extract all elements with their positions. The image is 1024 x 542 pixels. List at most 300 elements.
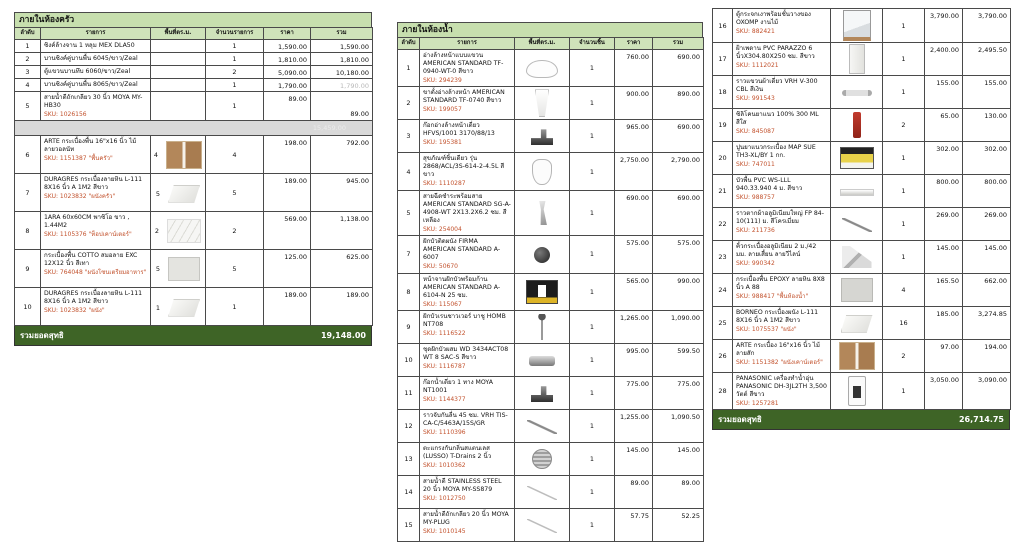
quantity-value: 1 (570, 49, 615, 86)
item-name: คิ้วกระเบื้องอลูมิเนียม 2 ม./42 มม. ลายเสี้ยน ลายวีไลน์ (736, 243, 817, 258)
total-value: 1,810.00 (311, 52, 373, 65)
item-name: 1ARA 60x60CM พาซิโอ ขาว , 1.44M2 (44, 214, 130, 230)
item-cell (733, 241, 831, 274)
product-thumbnail (840, 189, 874, 196)
product-thumbnail (849, 44, 865, 74)
quantity-value: 1 (570, 311, 615, 344)
row-number: 22 (713, 208, 733, 241)
row-number: 25 (713, 307, 733, 340)
table-row (398, 476, 704, 509)
table-row (398, 87, 704, 120)
price-value: 5,090.00 (264, 65, 311, 78)
table-row (15, 91, 373, 121)
bathroom-continuation-table (712, 8, 1011, 410)
item-cell (41, 250, 151, 288)
total-value: 89.00 (311, 91, 373, 121)
price-value: 65.00 (925, 109, 963, 142)
area-value: 1 (155, 303, 161, 312)
item-cell (733, 373, 831, 410)
row-number: 8 (15, 212, 41, 250)
quantity-value: 1 (883, 9, 925, 43)
subtotal-value: 15,459.00 (15, 121, 373, 136)
table-row (398, 311, 704, 344)
item-name: บานซิงค์คู่บานพื้น 6045/ขาว/Zeal (44, 54, 138, 62)
item-name: หน้าจานฝักบัวพร้อมก้าน AMERICAN STANDARD A-6104-N 25 ซม. (423, 275, 501, 299)
item-name: สายน้ำดี STAINLESS STEEL 20 นิ้ว MOYA MY-SS879 (423, 478, 502, 494)
column-header: รวม (311, 28, 373, 40)
item-cell (733, 340, 831, 373)
item-cell (733, 43, 831, 76)
thumbnail-cell (515, 311, 570, 344)
total-value: 194.00 (963, 340, 1011, 373)
quantity-value: 1 (883, 208, 925, 241)
price-value: 269.00 (925, 208, 963, 241)
item-cell (41, 212, 151, 250)
row-number: 4 (15, 78, 41, 91)
product-thumbnail (535, 201, 549, 225)
quantity-value: 1 (570, 410, 615, 443)
quantity-value: 2 (206, 212, 264, 250)
row-number: 11 (398, 377, 420, 410)
total-value: 189.00 (311, 288, 373, 326)
product-thumbnail (853, 112, 861, 138)
kitchen-header-row (15, 28, 373, 40)
item-sku: SKU: 1151387 "พื้นครัว" (44, 155, 113, 163)
item-sku: SKU: 1110287 (423, 180, 466, 188)
price-value: 690.00 (615, 190, 653, 235)
area-value: 5 (155, 264, 161, 273)
row-number: 15 (398, 509, 420, 542)
table-row (15, 39, 373, 52)
price-value: 2,400.00 (925, 43, 963, 76)
product-thumbnail (532, 159, 552, 185)
total-value: 690.00 (653, 190, 704, 235)
price-value: 1,265.00 (615, 311, 653, 344)
row-number: 14 (398, 476, 420, 509)
row-number: 16 (713, 9, 733, 43)
table-row (713, 307, 1011, 340)
item-sku: SKU: 1116522 (423, 330, 466, 338)
total-value: 155.00 (963, 76, 1011, 109)
column-header: รวม (653, 38, 704, 50)
row-number: 9 (15, 250, 41, 288)
row-number: 5 (15, 91, 41, 121)
item-name: DURAGRES กระเบื้องลายหิน L-111 8X16 นิ้ว A 1M2 สีขาว (44, 176, 143, 192)
table-row (398, 509, 704, 542)
quantity-value: 1 (570, 120, 615, 153)
row-number: 28 (713, 373, 733, 410)
price-value: 185.00 (925, 307, 963, 340)
row-number: 3 (15, 65, 41, 78)
bathroom-section-title: ภายในห้องน้ำ (397, 22, 703, 37)
price-value: 2,750.00 (615, 153, 653, 190)
total-value: 1,790.00 (311, 78, 373, 91)
item-name: สุขภัณฑ์ชิ้นเดียว รุ่น 2868/ACL/3S-614-2-4.5L สีขาว (423, 155, 505, 179)
row-number: 6 (15, 136, 41, 174)
thumbnail-cell (831, 307, 883, 340)
area-value: 2 (154, 226, 160, 235)
price-value: 965.00 (615, 120, 653, 153)
quantity-value: 1 (206, 91, 264, 121)
table-row (15, 288, 373, 326)
row-number: 3 (398, 120, 420, 153)
item-sku: SKU: 199057 (423, 106, 462, 114)
product-thumbnail (839, 342, 875, 370)
item-name: ฝักบัวติดผนัง FIRMA AMERICAN STANDARD A-6007 (423, 238, 501, 262)
total-value: 599.50 (653, 344, 704, 377)
table-row (713, 9, 1011, 43)
quantity-value: 1 (570, 87, 615, 120)
total-value: 575.00 (653, 236, 704, 273)
price-value: 3,790.00 (925, 9, 963, 43)
item-sku: SKU: 1075537 "ผนัง" (736, 325, 797, 333)
price-value: 995.00 (615, 344, 653, 377)
table-row (398, 49, 704, 86)
row-number: 23 (713, 241, 733, 274)
product-thumbnail (526, 60, 558, 78)
column-header: รายการ (41, 28, 151, 40)
row-number: 12 (398, 410, 420, 443)
table-row (713, 76, 1011, 109)
product-thumbnail (167, 219, 201, 243)
item-sku: SKU: 294239 (423, 76, 462, 84)
price-value: 775.00 (615, 377, 653, 410)
total-value: 1,590.00 (311, 39, 373, 52)
thumbnail-cell (831, 175, 883, 208)
item-sku: SKU: 988757 (736, 193, 775, 201)
price-value: 125.00 (264, 250, 311, 288)
column-header: ราคา (615, 38, 653, 50)
thumbnail-cell (515, 49, 570, 86)
price-value: 800.00 (925, 175, 963, 208)
item-name: ตู้กระจกเงาพร้อมชั้นวางของ OXOMP งานไม้ (736, 11, 811, 26)
item-name: กระเบื้องพื้น COTTO สมอลาย EXC 12X12 นิ้ว สีเทา (44, 252, 138, 268)
total-value: 625.00 (311, 250, 373, 288)
thumbnail-cell (151, 39, 206, 52)
row-number: 7 (15, 174, 41, 212)
thumbnail-cell (831, 76, 883, 109)
kitchen-section-title: ภายในห้องครัว (14, 12, 372, 27)
price-value: 565.00 (615, 273, 653, 310)
thumbnail-cell (515, 87, 570, 120)
row-number: 26 (713, 340, 733, 373)
quantity-value: 1 (206, 288, 264, 326)
thumbnail-cell (515, 120, 570, 153)
total-value: 52.25 (653, 509, 704, 542)
price-value: 900.00 (615, 87, 653, 120)
total-value: 890.00 (653, 87, 704, 120)
thumbnail-cell (515, 476, 570, 509)
table-row (15, 212, 373, 250)
total-value: 145.00 (653, 443, 704, 476)
item-sku: SKU: 1116787 (423, 363, 466, 371)
quantity-value: 1 (206, 39, 264, 52)
product-thumbnail (531, 386, 553, 402)
product-thumbnail (842, 246, 872, 268)
quantity-value: 2 (883, 340, 925, 373)
total-value: 1,090.00 (653, 311, 704, 344)
thumbnail-cell (831, 373, 883, 410)
quantity-value: 5 (206, 250, 264, 288)
thumbnail-cell (515, 443, 570, 476)
item-cell (420, 87, 515, 120)
price-value: 89.00 (615, 476, 653, 509)
table-row (713, 175, 1011, 208)
item-name: ฝักบัวเรนชาวเวอร์ บาชู HOMB NT708 (423, 313, 506, 329)
item-name: กระเบื้องพื้น EPOXY ลายหิน 8X8 นิ้ว A 88 (736, 276, 825, 291)
item-name: ARTE กระเบื้องพื้น 16"x16 นิ้ว ไม้ลายวอลนัท (44, 138, 137, 154)
item-sku: SKU: 1010362 (423, 462, 466, 470)
item-sku: SKU: 1010145 (423, 528, 466, 536)
item-name: ARTE กระเบื้อง 16"x16 นิ้ว ไม้ลายสัก (736, 342, 820, 357)
total-value: 945.00 (311, 174, 373, 212)
quantity-value: 1 (570, 476, 615, 509)
total-value: 145.00 (963, 241, 1011, 274)
table-row (398, 344, 704, 377)
quantity-value: 1 (570, 153, 615, 190)
kitchen-grand-total-label: รวมยอดสุทธิ (20, 331, 64, 341)
item-cell (733, 307, 831, 340)
total-value: 662.00 (963, 274, 1011, 307)
area-value: 4 (153, 150, 159, 159)
item-sku: SKU: 1112021 (736, 61, 779, 69)
total-value: 792.00 (311, 136, 373, 174)
item-cell (41, 52, 151, 65)
price-value: 302.00 (925, 142, 963, 175)
product-thumbnail (842, 218, 872, 232)
item-name: PANASONIC เครื่องทำน้ำอุ่น PANASONIC DH-3JL2TH 3,500 วัตต์ สีขาว (736, 375, 827, 398)
row-number: 10 (398, 344, 420, 377)
price-value: 145.00 (615, 443, 653, 476)
item-sku: SKU: 1105376 "ท็อปเคาน์เตอร์" (44, 231, 132, 239)
total-value: 690.00 (653, 49, 704, 86)
total-value: 1,090.50 (653, 410, 704, 443)
quantity-value: 1 (570, 344, 615, 377)
bathroom-table (397, 37, 704, 542)
item-name: ชุดฝักบัวผสม WD 3434ACT08 WT 8 SAC-S สีขาว (423, 346, 509, 362)
column-header: พื้นที่ตร.ม. (151, 28, 206, 40)
kitchen-grand-total-value: 19,148.00 (320, 331, 366, 341)
item-cell (420, 344, 515, 377)
item-cell (420, 120, 515, 153)
thumbnail-cell (151, 250, 206, 288)
total-value: 690.00 (653, 120, 704, 153)
item-sku: SKU: 991543 (736, 94, 775, 102)
thumbnail-cell (515, 377, 570, 410)
item-sku: SKU: 1012750 (423, 495, 466, 503)
table-row (713, 274, 1011, 307)
thumbnail-cell (515, 509, 570, 542)
price-value: 1,590.00 (264, 39, 311, 52)
quantity-value: 1 (206, 52, 264, 65)
price-value: 760.00 (615, 49, 653, 86)
row-number: 18 (713, 76, 733, 109)
item-sku: SKU: 1110396 (423, 429, 466, 437)
table-row (713, 208, 1011, 241)
product-thumbnail (166, 141, 202, 169)
table-row (713, 373, 1011, 410)
item-cell (41, 174, 151, 212)
item-name: ก๊อกน้ำเดี่ยว 1 ทาง MOYA NT1001 (423, 379, 493, 395)
item-cell (420, 190, 515, 235)
table-row (15, 78, 373, 91)
item-sku: SKU: 1023832 "ผนัง" (44, 307, 105, 315)
item-name: สายฉีดชำระพร้อมสาย AMERICAN STANDARD SG-A-4908-WT 2X13.2X6.2 ซม. สีเหลือง (423, 192, 511, 224)
subtotal-row (15, 121, 373, 136)
item-name: ก๊อกอ่างล้างหน้าเดี่ยว HFVS/1001 3170/88/13 (423, 122, 495, 138)
table-row (713, 241, 1011, 274)
thumbnail-cell (151, 78, 206, 91)
table-row (15, 52, 373, 65)
price-value: 89.00 (264, 91, 311, 121)
thumbnail-cell (151, 65, 206, 78)
item-sku: SKU: 1026156 (44, 110, 87, 118)
table-row (713, 109, 1011, 142)
item-sku: SKU: 115067 (423, 300, 462, 308)
table-row (15, 65, 373, 78)
quantity-value: 1 (883, 142, 925, 175)
item-cell (420, 311, 515, 344)
column-header: จำนวนรายการ (206, 28, 264, 40)
table-row (398, 377, 704, 410)
product-thumbnail (841, 315, 873, 333)
item-name: BORNEO กระเบื้องผนัง L-111 8X16 นิ้ว A 1M2 สีขาว (736, 309, 819, 324)
bathroom-header-row (398, 38, 704, 50)
thumbnail-cell (515, 153, 570, 190)
thumbnail-cell (151, 212, 206, 250)
table-row (15, 136, 373, 174)
total-value: 2,495.50 (963, 43, 1011, 76)
thumbnail-cell (831, 9, 883, 43)
item-cell (420, 153, 515, 190)
item-name: สายน้ำดีถักเกลียว 20 นิ้ว MOYA MY-PLUG (423, 511, 509, 527)
thumbnail-cell (831, 43, 883, 76)
item-cell (733, 76, 831, 109)
total-value: 775.00 (653, 377, 704, 410)
thumbnail-cell (831, 340, 883, 373)
product-thumbnail (842, 90, 872, 96)
quantity-value: 1 (570, 377, 615, 410)
total-value: 800.00 (963, 175, 1011, 208)
thumbnail-cell (515, 190, 570, 235)
price-value: 189.00 (264, 174, 311, 212)
table-row (15, 250, 373, 288)
thumbnail-cell (831, 109, 883, 142)
quantity-value: 1 (570, 190, 615, 235)
item-cell (41, 78, 151, 91)
product-thumbnail (531, 129, 553, 145)
item-sku: SKU: 764048 "ผนังโซนเตรียมอาหาร" (44, 269, 147, 277)
row-number: 9 (398, 311, 420, 344)
thumbnail-cell (831, 208, 883, 241)
quantity-value: 1 (570, 443, 615, 476)
price-value: 165.50 (925, 274, 963, 307)
price-value: 57.75 (615, 509, 653, 542)
price-value: 189.00 (264, 288, 311, 326)
item-name: ขาตั้งอ่างล้างหน้า AMERICAN STANDARD TF-0740 สีขาว (423, 89, 505, 105)
item-name: สายน้ำดีถักเกลียว 30 นิ้ว MOYA MY-HB30 (44, 93, 143, 109)
price-value: 198.00 (264, 136, 311, 174)
product-thumbnail (527, 486, 557, 500)
quantity-value: 1 (883, 241, 925, 274)
product-thumbnail (848, 376, 866, 406)
product-thumbnail (841, 278, 873, 302)
quantity-value: 16 (883, 307, 925, 340)
product-thumbnail (527, 519, 557, 533)
item-cell (733, 175, 831, 208)
item-sku: SKU: 195381 (423, 139, 462, 147)
item-cell (41, 65, 151, 78)
row-number: 4 (398, 153, 420, 190)
total-value: 89.00 (653, 476, 704, 509)
price-value: 145.00 (925, 241, 963, 274)
item-cell (733, 208, 831, 241)
quantity-value: 1 (570, 509, 615, 542)
price-value: 1,255.00 (615, 410, 653, 443)
item-name: บัวพื้น PVC WS-LLL 940.33.940 4 ม. สีขาว (736, 177, 803, 192)
table-row (713, 340, 1011, 373)
row-number: 7 (398, 236, 420, 273)
bathroom-quotation-section (397, 22, 703, 542)
thumbnail-cell (831, 274, 883, 307)
product-thumbnail (527, 420, 557, 434)
quantity-value: 1 (570, 273, 615, 310)
total-value: 2,790.00 (653, 153, 704, 190)
kitchen-table (14, 27, 373, 326)
row-number: 10 (15, 288, 41, 326)
item-cell (41, 136, 151, 174)
product-thumbnail (532, 449, 552, 469)
row-number: 17 (713, 43, 733, 76)
quantity-value: 1 (883, 175, 925, 208)
table-row (713, 43, 1011, 76)
price-value: 1,790.00 (264, 78, 311, 91)
thumbnail-cell (151, 136, 206, 174)
total-value: 302.00 (963, 142, 1011, 175)
row-number: 2 (398, 87, 420, 120)
item-cell (41, 91, 151, 121)
price-value: 97.00 (925, 340, 963, 373)
quantity-value: 1 (883, 76, 925, 109)
item-sku: SKU: 1151382 "ผนังเคาน์เตอร์" (736, 358, 823, 366)
column-header: จำนวนชิ้น (570, 38, 615, 50)
quantity-value: 2 (883, 109, 925, 142)
item-sku: SKU: 254004 (423, 225, 462, 233)
item-cell (733, 9, 831, 43)
total-value: 130.00 (963, 109, 1011, 142)
item-sku: SKU: 845087 (736, 127, 775, 135)
item-cell (733, 109, 831, 142)
bathroom-grand-total-label: รวมยอดสุทธิ (718, 415, 762, 425)
item-cell (420, 443, 515, 476)
thumbnail-cell (515, 273, 570, 310)
table-row (398, 120, 704, 153)
table-row (398, 273, 704, 310)
total-value: 990.00 (653, 273, 704, 310)
thumbnail-cell (515, 410, 570, 443)
bathroom-quotation-continuation (712, 8, 1010, 430)
column-header: ราคา (264, 28, 311, 40)
item-name: ราวตากผ้าอลูมิเนียมใหญ่ FP 84-10(111) ม. สีโครเมี่ยม (736, 210, 824, 225)
item-name: ซิลิโคนยาแนว 100% 300 ML สีใส (736, 111, 819, 126)
item-sku: SKU: 988417 "พื้นห้องน้ำ" (736, 292, 809, 300)
item-name: อ่างล้างหน้าแบบแขวน AMERICAN STANDARD TF-0940-WT-0 สีขาว (423, 51, 504, 75)
thumbnail-cell (151, 91, 206, 121)
total-value: 10,180.00 (311, 65, 373, 78)
item-sku: SKU: 211736 (736, 226, 775, 234)
total-value: 3,274.85 (963, 307, 1011, 340)
total-value: 3,090.00 (963, 373, 1011, 410)
